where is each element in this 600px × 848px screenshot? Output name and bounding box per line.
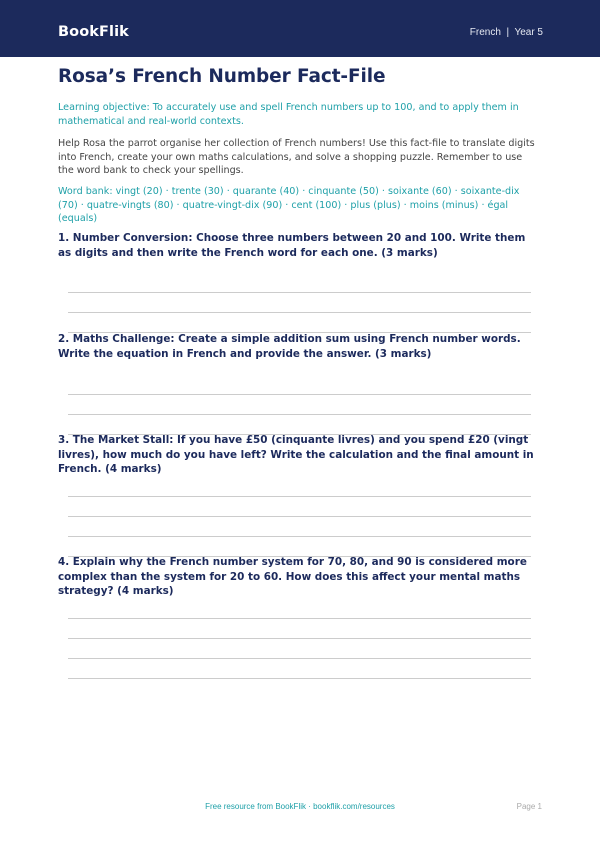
page-title: Rosa’s French Number Fact-File bbox=[58, 66, 386, 87]
answer-line[interactable] bbox=[68, 638, 531, 639]
footer-credit[interactable]: Free resource from BookFlik · bookflik.com/resources bbox=[205, 802, 395, 811]
intro-paragraph: Help Rosa the parrot organise her collection of French numbers! Use this fact-file to translate digits into French, create your own maths calculations, and solve a shopping puzzle. Remember to use the word bank to check your spellings. bbox=[58, 138, 535, 177]
question-4: 4. Explain why the French number system for 70, 80, and 90 is considered more complex than the system for 20 to 60. How does this affect your mental maths strategy? (4 marks) bbox=[58, 556, 527, 598]
page-header bbox=[0, 0, 600, 57]
answer-line[interactable] bbox=[68, 536, 531, 537]
answer-line[interactable] bbox=[68, 394, 531, 395]
subject-year-label: French | Year 5 bbox=[469, 27, 543, 38]
answer-line[interactable] bbox=[68, 678, 531, 679]
answer-line[interactable] bbox=[68, 414, 531, 415]
learning-objective: Learning objective: To accurately use and spell French numbers up to 100, and to apply them in mathematical and real-world contexts. bbox=[58, 102, 519, 127]
question-3: 3. The Market Stall: If you have £50 (cinquante livres) and you spend £20 (vingt livres), how much do you have left? Write the calculation and the final amount in French. (4 marks) bbox=[58, 434, 534, 476]
answer-line[interactable] bbox=[68, 312, 531, 313]
answer-line[interactable] bbox=[68, 516, 531, 517]
answer-line[interactable] bbox=[68, 658, 531, 659]
answer-line[interactable] bbox=[68, 496, 531, 497]
question-1: 1. Number Conversion: Choose three numbers between 20 and 100. Write them as digits and then write the French word for each one. (3 marks) bbox=[58, 232, 526, 259]
question-2: 2. Maths Challenge: Create a simple addition sum using French number words. Write the equation in French and provide the answer. (3 marks) bbox=[58, 333, 521, 360]
page-number: Page 1 bbox=[516, 802, 542, 811]
answer-line[interactable] bbox=[68, 292, 531, 293]
word-bank: Word bank: vingt (20) · trente (30) · quarante (40) · cinquante (50) · soixante (60) · soixante-dix (70) · quatre-vingts (80) · quatre-vingt-dix (90) · cent (100) · plus (plus) · moins (minus) · égal (equals) bbox=[58, 186, 520, 225]
brand-logo-text: BookFlik bbox=[58, 24, 129, 40]
answer-line[interactable] bbox=[68, 618, 531, 619]
